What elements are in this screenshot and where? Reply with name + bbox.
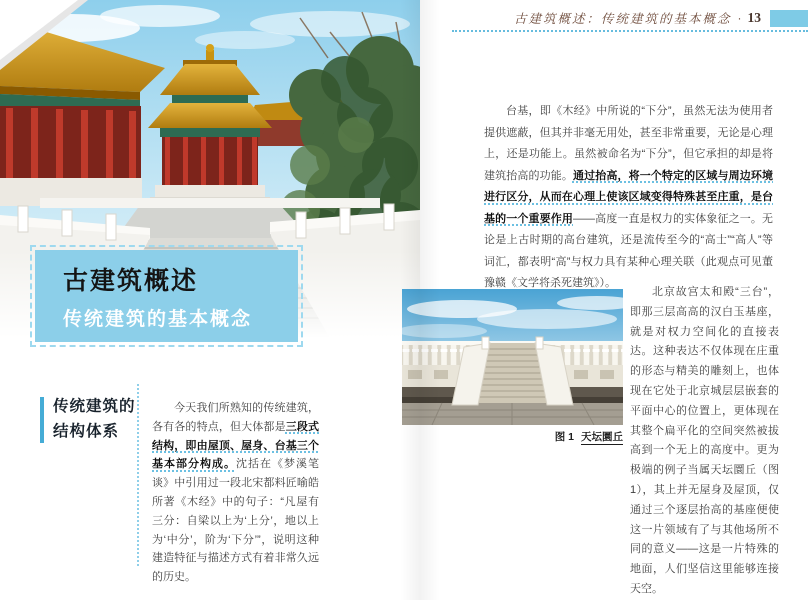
section-heading-line2: 结构体系 [53,423,120,440]
spine-shadow [400,0,440,600]
chapter-banner [35,250,298,342]
page-number: 13 [747,10,761,25]
running-header-separator: · [737,11,742,25]
left-paragraph [152,399,319,587]
section-heading [40,394,136,444]
paragraph1-emphasis: 通过抬高，将一个特定的区域与周边环境进行区分，从而在心理上使该区域变得特殊甚至庄重，是台基的一个重要作用 [484,169,774,225]
section-accent-bar [40,397,44,443]
header-accent-box [770,10,808,27]
chapter-title: 古建筑概述 [63,267,199,295]
running-header-title: 古建筑概述：传统建筑的基本概念 [513,12,732,26]
section-heading-line1: 传统建筑的 [53,398,136,415]
header-dotted-rule [452,30,808,32]
body-paragraph-2: 北京故宫太和殿“三台”，即那三层高高的汉白玉基座，就是对权力空间化的直接表达。这种表达不仅体现在庄重的形态与精美的雕刻上，也体现在它处于北京城层层嵌套的平面中心的位置上，更体现在其整个扁平化的空间突然被拔高到一个无上的高度中。更为极端的例子当属天坛圜丘（图 1），其上并无屋身及屋顶，仅通过三个逐层抬高的基座便使这一片领域有了与其他场所不同的意义——这是一片特殊的地面，人们坚信这里能够连接天空。 [630,286,779,595]
paragraph1-post: ——高度一直是权力的实体象征之一。无论是上古时期的高台建筑，还是流传至今的“高士”“高人”等词汇，都表明“高”与权力具有某种心理关联（此观点可见董豫赣《文学将杀死建筑》）。 [484,212,773,289]
left-paragraph-post: 沈括在《梦溪笔谈》中引用过一段北宋都料匠喻皓所著《木经》中的句子：“凡屋有三分：自梁以上为‘上分’，地以上为‘中分’，阶为‘下分’”，说明这种建造特征与描述方式有着非常久远的历史。 [152,458,319,584]
caption-label: 图 1 [554,431,574,443]
running-header [514,9,808,27]
caption-title: 天坛圜丘 [581,431,623,443]
paragraph1-pre: 台基，即《木经》中所说的“下分”，虽然无法为使用者提供遮蔽，但其并非毫无用处，甚至非常重要，无论是心理上，还是功能上。虽然被命名为“下分”，但它承担的却是将建筑抬高的功能。 [484,105,773,182]
body-paragraph-1 [484,101,773,295]
chapter-subtitle: 传统建筑的基本概念 [63,309,253,330]
column-divider-dotted [137,384,139,566]
section-heading-text [53,394,136,444]
left-paragraph-emphasis: 三段式结构，即由屋顶、屋身、台基三个基本部分构成。 [152,420,320,471]
left-paragraph-pre: 今天我们所熟知的传统建筑，各有各的特点，但大体都是 [152,402,319,433]
